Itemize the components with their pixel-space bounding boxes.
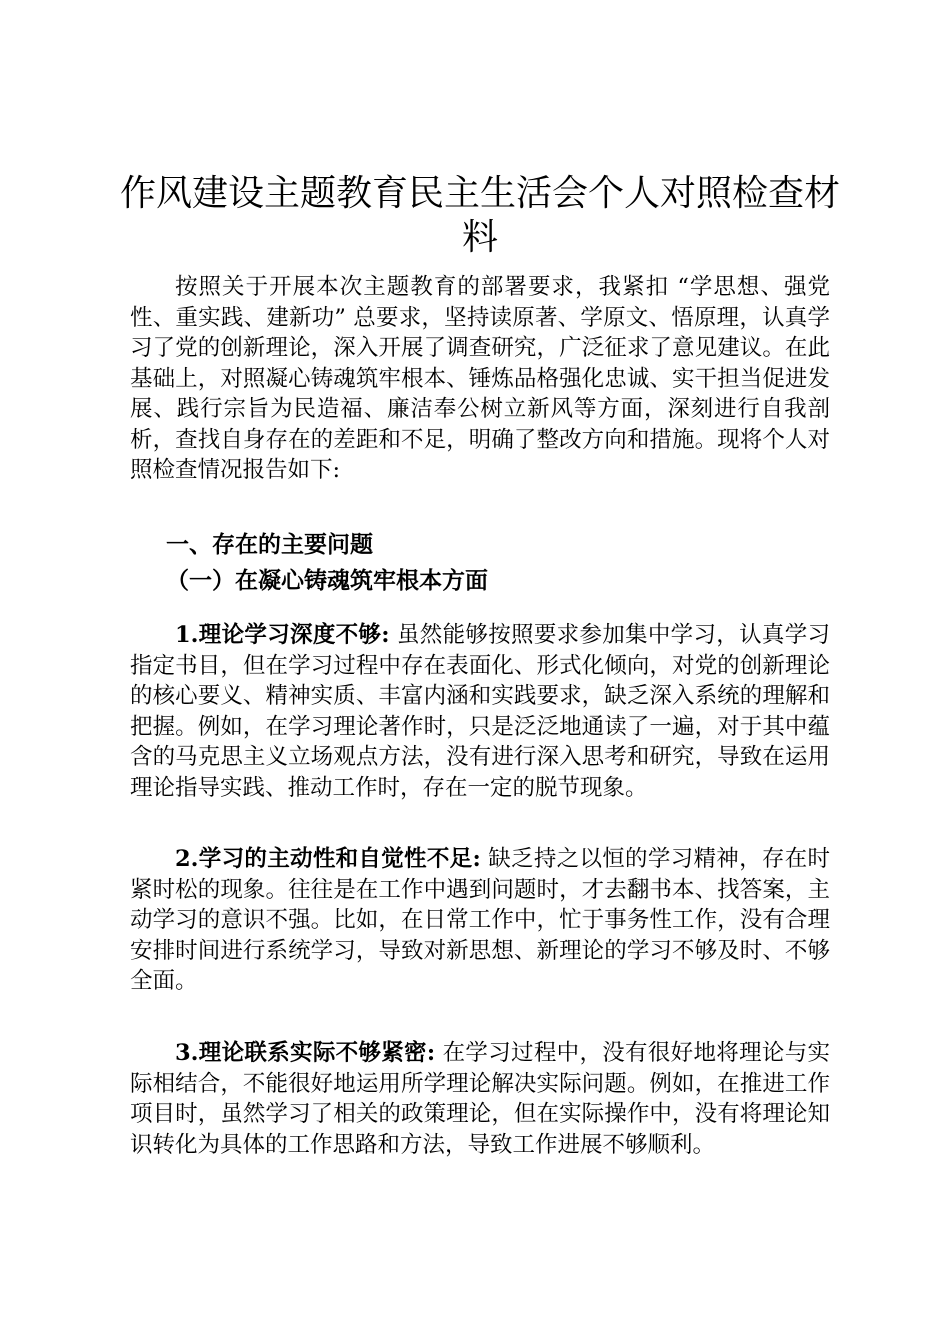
problem-item-1-lead: 1.理论学习深度不够: <box>175 622 390 648</box>
section-heading: 一、存在的主要问题 <box>166 531 373 558</box>
problem-item-2-body: 缺乏持之以恒的学习精神，存在时紧时松的现象。往往是在工作中遇到问题时，才去翻书本、找答案，主动学习的意识不强。比如，在日常工作中，忙于事务性工作，没有合理安排时间进行系统学习，导致对新思想、新理论的学习不够及时、不够全面。 <box>130 846 830 994</box>
problem-item-2 <box>130 844 830 997</box>
problem-item-3-lead: 3.理论联系实际不够紧密: <box>175 1040 436 1066</box>
problem-item-1-body: 虽然能够按照要求参加集中学习，认真学习指定书目，但在学习过程中存在表面化、形式化倾向，对党的创新理论的核心要义、精神实质、丰富内涵和实践要求，缺乏深入系统的理解和把握。例如，在学习理论著作时，只是泛泛地通读了一遍，对于其中蕴含的马克思主义立场观点方法，没有进行深入思考和研究，导致在运用理论指导实践、推动工作时，存在一定的脱节现象。 <box>130 622 830 801</box>
subsection-heading: （一）在凝心铸魂筑牢根本方面 <box>166 567 488 594</box>
problem-item-1 <box>130 620 830 803</box>
document-title-line-1: 作风建设主题教育民主生活会个人对照检查材 <box>120 173 841 214</box>
problem-item-2-lead: 2.学习的主动性和自觉性不足: <box>175 846 481 872</box>
document-title-line-2: 料 <box>461 217 498 258</box>
problem-item-3-body: 在学习过程中，没有很好地将理论与实际相结合，不能很好地运用所学理论解决实际问题。例如，在推进工作项目时，虽然学习了相关的政策理论，但在实际操作中，没有将理论知识转化为具体的工作思路和方法，导致工作进展不够顺利。 <box>130 1040 830 1158</box>
problem-item-3 <box>130 1038 830 1160</box>
intro-paragraph: 按照关于开展本次主题教育的部署要求，我紧扣 “学思想、强党性、重实践、建新功” 总要求，坚持读原著、学原文、悟原理，认真学习了党的创新理论，深入开展了调查研究，广泛征求了意见建议。在此基础上，对照凝心铸魂筑牢根本、锤炼品格强化忠诚、实干担当促进发展、践行宗旨为民造福、廉洁奉公树立新风等方面，深刻进行自我剖析，查找自身存在的差距和不足，明确了整改方向和措施。现将个人对照检查情况报告如下: <box>130 274 830 483</box>
